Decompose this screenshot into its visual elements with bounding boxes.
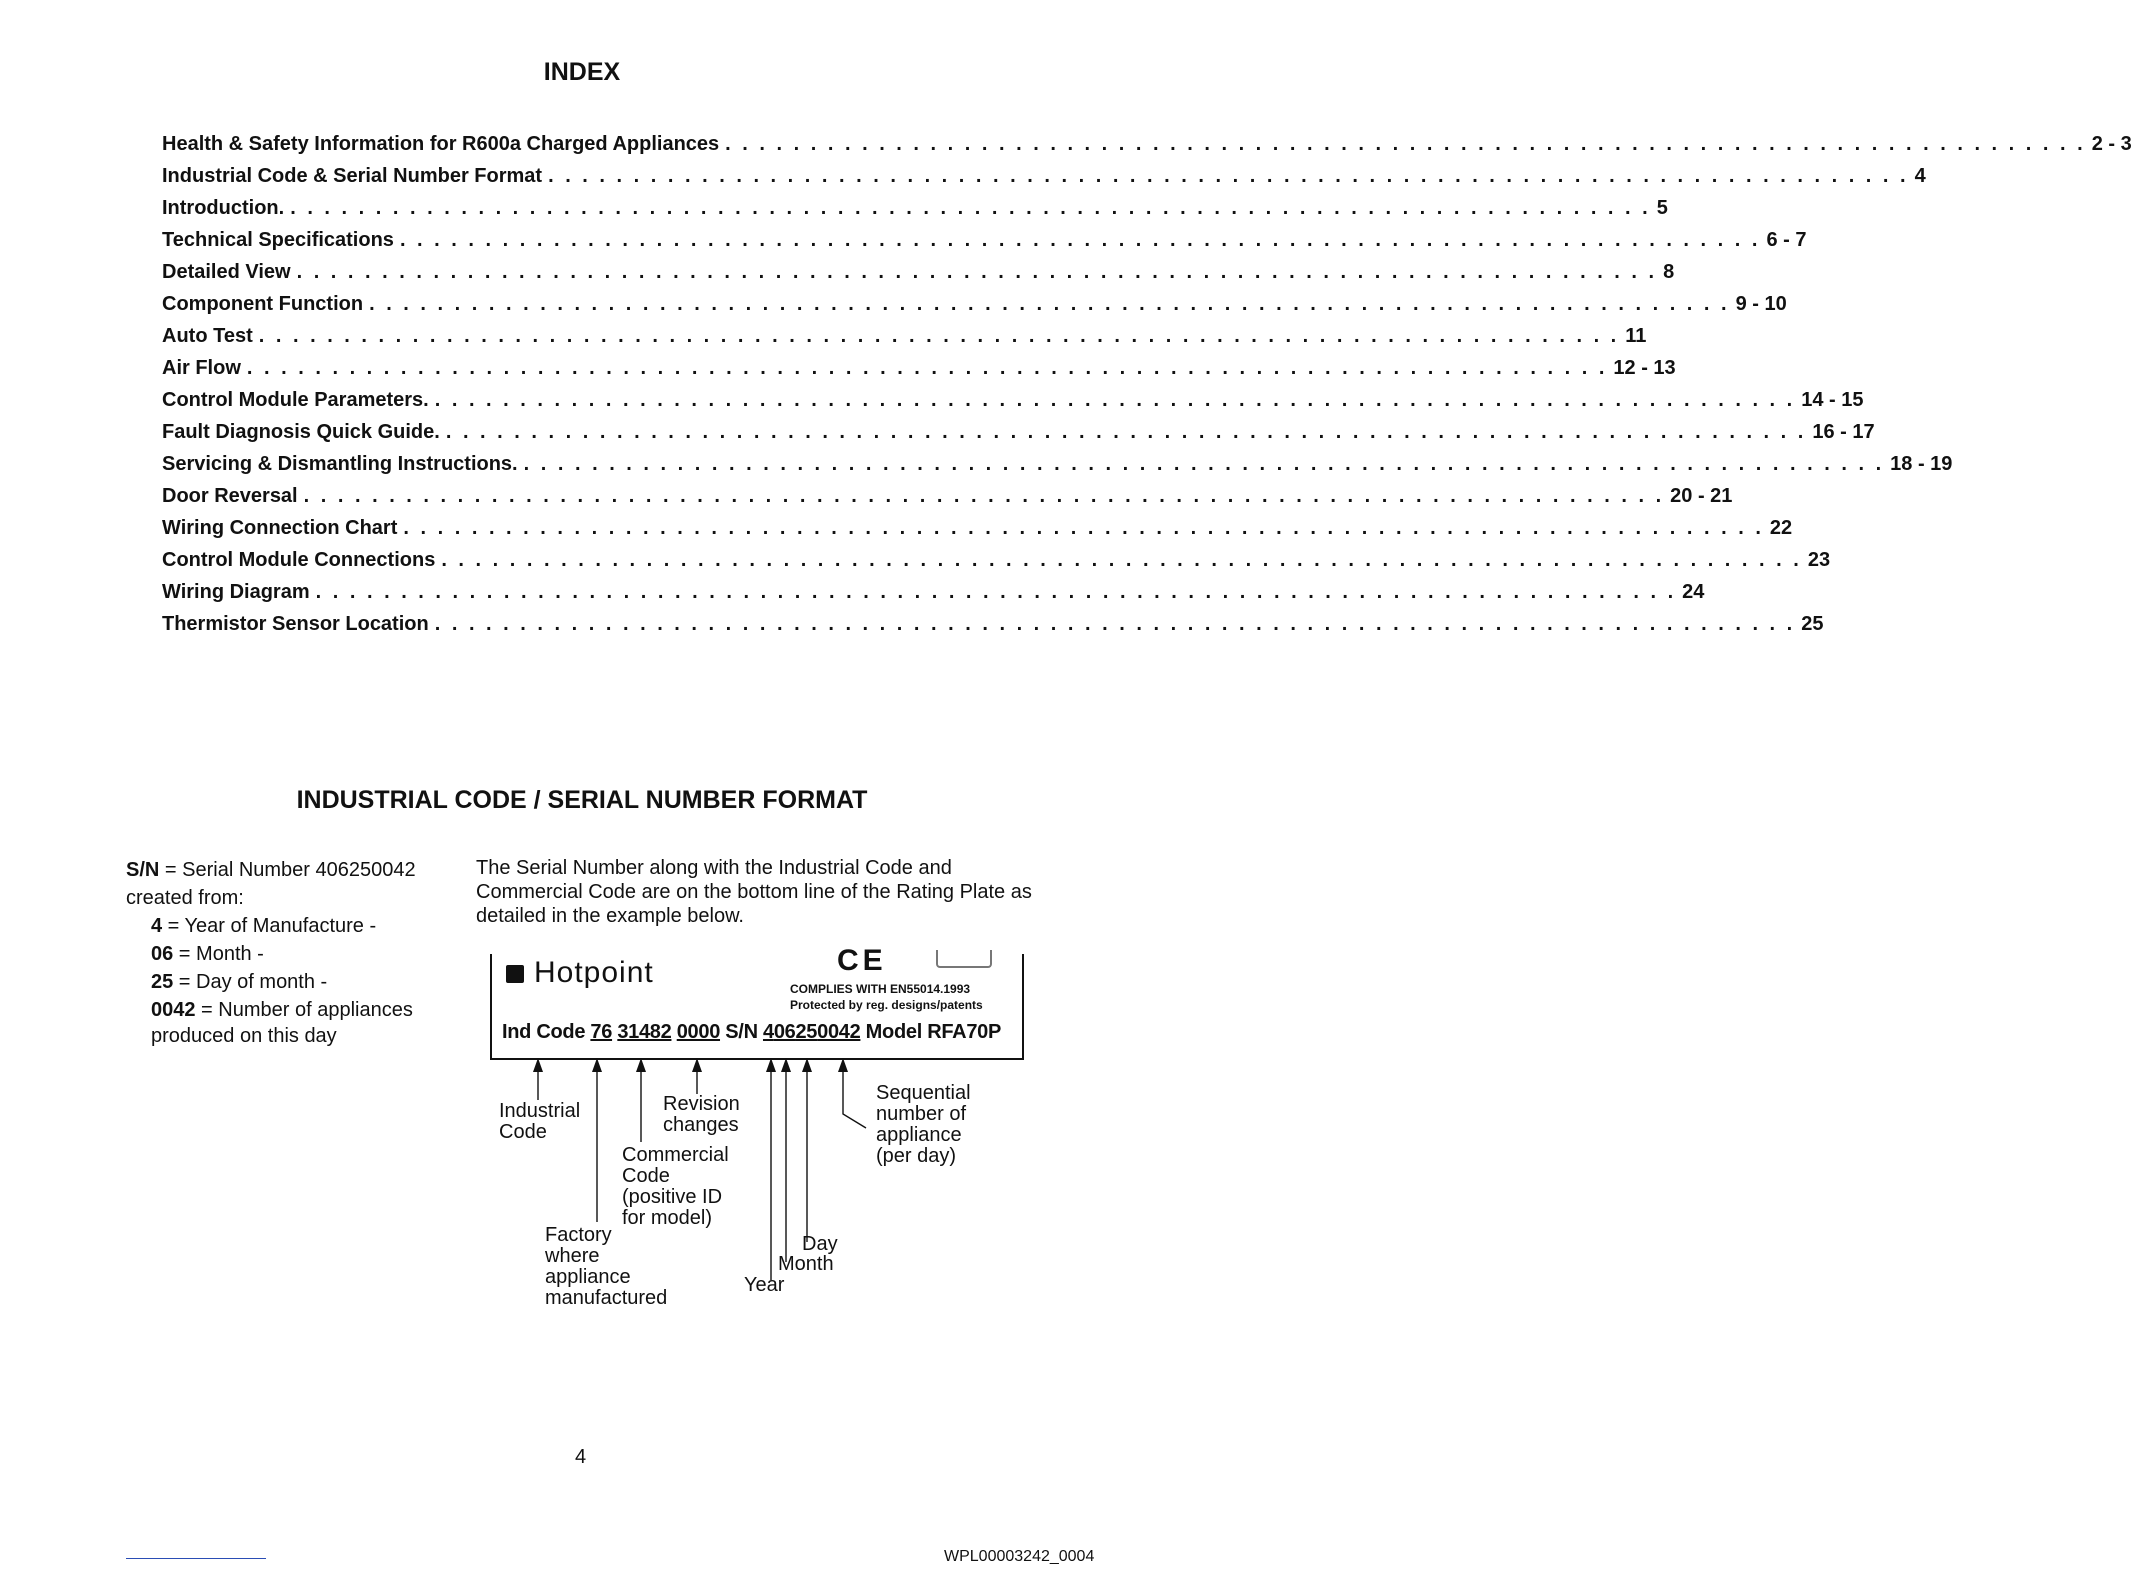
index-entry-page: 22 bbox=[1769, 517, 1793, 539]
index-entry bbox=[162, 133, 2132, 165]
index-entry-page: 24 bbox=[1682, 581, 1705, 603]
leader-dots: . . . . . . . . . . . . . . . . . . . . . . . . . . . . . . . . . . . . . . . . . . . . . . . . . . . . . . . . . . . . . . . . . . . . . . . . . . . . . . . . bbox=[369, 293, 1730, 315]
annotation-line: Sequential bbox=[876, 1082, 971, 1104]
annotation-line: Code bbox=[622, 1165, 670, 1187]
serial-part-code: 0042 bbox=[151, 999, 196, 1021]
year-annotation: Year bbox=[744, 1274, 785, 1296]
leader-dots: . . . . . . . . . . . . . . . . . . . . . . . . . . . . . . . . . . . . . . . . . . . . . . . . . . . . . . . . . . . . . . . . . . . . . . . . . . . . . . . . bbox=[725, 133, 2086, 155]
index-entry-page: 4 bbox=[1914, 165, 1926, 187]
index-entry-page: 14 - 15 bbox=[1801, 389, 1864, 411]
industrial-code: 76 bbox=[590, 1021, 613, 1043]
leader-dots: . . . . . . . . . . . . . . . . . . . . . . . . . . . . . . . . . . . . . . . . . . . . . . . . . . . . . . . . . . . . . . . . . . . . . . . . . . . . . . . . bbox=[445, 421, 1807, 443]
sn-text: = Serial Number 406250042 bbox=[159, 859, 416, 881]
ind-code-label: Ind Code bbox=[502, 1021, 591, 1043]
index-entry-label: Health & Safety Information for R600a Charged Appliances bbox=[162, 133, 720, 155]
annotation-line: Commercial bbox=[622, 1144, 729, 1166]
index-entry bbox=[162, 357, 1676, 389]
leader-dots: . . . . . . . . . . . . . . . . . . . . . . . . . . . . . . . . . . . . . . . . . . . . . . . . . . . . . . . . . . . . . . . . . . . . . . . . . . . . . . . . bbox=[548, 165, 1909, 187]
arrowhead-icon bbox=[592, 1058, 602, 1072]
arrowhead-icon bbox=[636, 1058, 646, 1072]
index-entry-page: 25 bbox=[1801, 613, 1824, 635]
index-entry bbox=[162, 485, 1733, 517]
index-entry-page: 16 - 17 bbox=[1812, 421, 1875, 443]
index-entry-label: Technical Specifications bbox=[162, 229, 394, 251]
index-entry-page: 18 - 19 bbox=[1890, 453, 1953, 475]
arrowhead-icon bbox=[692, 1058, 702, 1072]
annotation-line: for model) bbox=[622, 1207, 713, 1229]
index-entry-label: Industrial Code & Serial Number Format bbox=[162, 165, 543, 187]
commercial-code-annotation bbox=[622, 1145, 729, 1229]
index-entry-label: Wiring Diagram bbox=[162, 581, 310, 603]
leader-dots: . . . . . . . . . . . . . . . . . . . . . . . . . . . . . . . . . . . . . . . . . . . . . . . . . . . . . . . . . . . . . . . . . . . . . . . . . . . . . . . . bbox=[290, 197, 1651, 219]
index-entry-label: Servicing & Dismantling Instructions. bbox=[162, 453, 518, 475]
serial-part-year bbox=[126, 912, 456, 940]
arrowhead-icon bbox=[781, 1058, 791, 1072]
plate-sn-label: S/N bbox=[720, 1021, 763, 1043]
serial-part-code: 25 bbox=[151, 971, 174, 993]
annotation-line: where bbox=[545, 1245, 600, 1267]
revision-annotation bbox=[663, 1094, 740, 1136]
rating-plate-intro: The Serial Number along with the Industrial Code and Commercial Code are on the bottom line of the Rating Plate as detailed in the example below. bbox=[476, 857, 1032, 927]
annotation-line: Revision bbox=[663, 1093, 740, 1115]
index-entry-page: 23 bbox=[1807, 549, 1831, 571]
model-number: RFA70P bbox=[927, 1021, 1002, 1043]
revision-code: 0000 bbox=[676, 1021, 721, 1043]
annotation-line: Factory bbox=[545, 1224, 612, 1246]
serial-format-title: INDUSTRIAL CODE / SERIAL NUMBER FORMAT bbox=[296, 786, 868, 814]
index-entry-page: 8 bbox=[1663, 261, 1675, 283]
industrial-code-annotation bbox=[499, 1101, 580, 1143]
index-entry bbox=[162, 261, 1675, 293]
index-entry bbox=[162, 229, 1807, 261]
serial-part-desc: = Year of Manufacture - bbox=[162, 915, 377, 937]
index-entry bbox=[162, 293, 1787, 325]
sn-day: 25 bbox=[795, 1021, 818, 1043]
leader-dots: . . . . . . . . . . . . . . . . . . . . . . . . . . . . . . . . . . . . . . . . . . . . . . . . . . . . . . . . . . . . . . . . . . . . . . . . . . . . . . . . bbox=[296, 261, 1658, 283]
index-entry-label: Air Flow bbox=[162, 357, 241, 379]
commercial-code: 31482 bbox=[617, 1021, 672, 1043]
annotation-line: manufactured bbox=[545, 1287, 668, 1309]
serial-part-month bbox=[126, 940, 456, 968]
index-entry-label: Component Function bbox=[162, 293, 364, 315]
leader-dots: . . . . . . . . . . . . . . . . . . . . . . . . . . . . . . . . . . . . . . . . . . . . . . . . . . . . . . . . . . . . . . . . . . . . . . . . . . . . . . . . bbox=[434, 389, 1796, 411]
created-from: created from: bbox=[126, 887, 244, 909]
index-entry bbox=[162, 613, 1824, 645]
complies-text: COMPLIES WITH EN55014.1993 bbox=[790, 982, 971, 996]
index-entry-label: Thermistor Sensor Location bbox=[162, 613, 429, 635]
annotation-line: Code bbox=[499, 1121, 547, 1143]
index-entry bbox=[162, 453, 1953, 485]
month-annotation: Month bbox=[778, 1253, 834, 1275]
index-entry-page: 20 - 21 bbox=[1670, 485, 1733, 507]
brand-name: Hotpoint bbox=[534, 956, 654, 989]
index-title: INDEX bbox=[543, 58, 621, 86]
index-entry bbox=[162, 517, 1793, 549]
logo-square-icon bbox=[506, 965, 524, 983]
sn-label: S/N bbox=[126, 859, 160, 881]
index-entry bbox=[162, 549, 1831, 581]
annotation-line: Industrial bbox=[499, 1100, 581, 1122]
leader-dots: . . . . . . . . . . . . . . . . . . . . . . . . . . . . . . . . . . . . . . . . . . . . . . . . . . . . . . . . . . . . . . . . . . . . . . . . . . . . . . . . bbox=[315, 581, 1677, 603]
leader-dots: . . . . . . . . . . . . . . . . . . . . . . . . . . . . . . . . . . . . . . . . . . . . . . . . . . . . . . . . . . . . . . . . . . . . . . . . . . . . . . . . bbox=[303, 485, 1665, 507]
arrowhead-icon bbox=[802, 1058, 812, 1072]
document-reference: WPL00003242_0004 bbox=[944, 1548, 1095, 1565]
leader-dots: . . . . . . . . . . . . . . . . . . . . . . . . . . . . . . . . . . . . . . . . . . . . . . . . . . . . . . . . . . . . . . . . . . . . . . . . . . . . . . . . bbox=[441, 549, 1802, 571]
index-entry bbox=[162, 389, 1864, 421]
leader-dots: . . . . . . . . . . . . . . . . . . . . . . . . . . . . . . . . . . . . . . . . . . . . . . . . . . . . . . . . . . . . . . . . . . . . . . . . . . . . . . . . bbox=[258, 325, 1620, 347]
serial-part-code: 06 bbox=[151, 943, 174, 965]
leader-dots: . . . . . . . . . . . . . . . . . . . . . . . . . . . . . . . . . . . . . . . . . . . . . . . . . . . . . . . . . . . . . . . . . . . . . . . . . . . . . . . . bbox=[246, 357, 1608, 379]
annotation-line: (per day) bbox=[876, 1145, 957, 1167]
index-entry-label: Fault Diagnosis Quick Guide. bbox=[162, 421, 440, 443]
sn-sequence: 0042 bbox=[817, 1021, 861, 1043]
arrowhead-icon bbox=[766, 1058, 776, 1072]
factory-annotation bbox=[545, 1225, 667, 1309]
index-entry bbox=[162, 325, 1647, 357]
serial-part-desc: = Month - bbox=[173, 943, 264, 965]
annotation-line: appliance bbox=[545, 1266, 631, 1288]
ce-mark: CE bbox=[837, 944, 887, 977]
annotation-line: number of bbox=[876, 1103, 967, 1125]
approval-badge-icon bbox=[936, 950, 992, 968]
serial-part-desc: = Number of appliances bbox=[195, 999, 413, 1021]
serial-number-line bbox=[126, 856, 456, 884]
protected-text: Protected by reg. designs/patents bbox=[790, 998, 983, 1012]
index-entry-label: Control Module Connections bbox=[162, 549, 436, 571]
index-entry-label: Detailed View bbox=[162, 261, 291, 283]
index-entry bbox=[162, 581, 1705, 613]
index-list bbox=[162, 133, 2132, 645]
leader-dots: . . . . . . . . . . . . . . . . . . . . . . . . . . . . . . . . . . . . . . . . . . . . . . . . . . . . . . . . . . . . . . . . . . . . . . . . . . . . . . . . bbox=[523, 453, 1885, 475]
sn-year: 4 bbox=[762, 1021, 774, 1043]
plate-code-line bbox=[502, 1021, 1001, 1044]
annotation-line: appliance bbox=[876, 1124, 962, 1146]
page-number: 4 bbox=[575, 1446, 587, 1468]
leader-dots: . . . . . . . . . . . . . . . . . . . . . . . . . . . . . . . . . . . . . . . . . . . . . . . . . . . . . . . . . . . . . . . . . . . . . . . . . . . . . . . . bbox=[434, 613, 1796, 635]
arrowhead-icon bbox=[533, 1058, 543, 1072]
leader-dots: . . . . . . . . . . . . . . . . . . . . . . . . . . . . . . . . . . . . . . . . . . . . . . . . . . . . . . . . . . . . . . . . . . . . . . . . . . . . . . . . bbox=[403, 517, 1764, 539]
annotation-line: changes bbox=[663, 1114, 739, 1136]
serial-part-count-continuation: produced on this day bbox=[151, 1025, 337, 1047]
arrowhead-icon bbox=[838, 1058, 848, 1072]
day-annotation: Day bbox=[802, 1233, 838, 1255]
serial-part-day bbox=[126, 968, 456, 996]
index-entry-page: 11 bbox=[1625, 325, 1647, 347]
annotation-line: (positive ID bbox=[622, 1186, 723, 1208]
index-entry-page: 6 - 7 bbox=[1766, 229, 1807, 251]
rating-plate bbox=[490, 944, 1024, 1060]
serial-part-desc: = Day of month - bbox=[173, 971, 328, 993]
index-entry-label: Wiring Connection Chart bbox=[162, 517, 398, 539]
index-entry bbox=[162, 421, 1875, 453]
serial-part-count bbox=[126, 996, 456, 1024]
index-entry-label: Auto Test bbox=[162, 325, 253, 347]
index-entry-label: Control Module Parameters. bbox=[162, 389, 429, 411]
sequential-annotation bbox=[876, 1083, 971, 1167]
index-entry-label: Introduction. bbox=[162, 197, 285, 219]
index-entry-page: 2 - 3 bbox=[2091, 133, 2132, 155]
model-label: Model bbox=[860, 1021, 928, 1043]
index-entry-page: 12 - 13 bbox=[1613, 357, 1676, 379]
leader-dots: . . . . . . . . . . . . . . . . . . . . . . . . . . . . . . . . . . . . . . . . . . . . . . . . . . . . . . . . . . . . . . . . . . . . . . . . . . . . . . . . bbox=[399, 229, 1761, 251]
sn-month: 06 bbox=[773, 1021, 796, 1043]
index-entry bbox=[162, 197, 1668, 229]
index-entry-page: 9 - 10 bbox=[1735, 293, 1787, 315]
sequential-leader bbox=[843, 1068, 866, 1128]
footnote-rule bbox=[126, 1558, 266, 1559]
serial-part-code: 4 bbox=[151, 915, 163, 937]
index-entry-page: 5 bbox=[1656, 197, 1668, 219]
index-entry bbox=[162, 165, 1926, 197]
serial-breakdown bbox=[126, 856, 456, 1049]
hotpoint-logo bbox=[506, 956, 654, 990]
index-entry-label: Door Reversal bbox=[162, 485, 298, 507]
